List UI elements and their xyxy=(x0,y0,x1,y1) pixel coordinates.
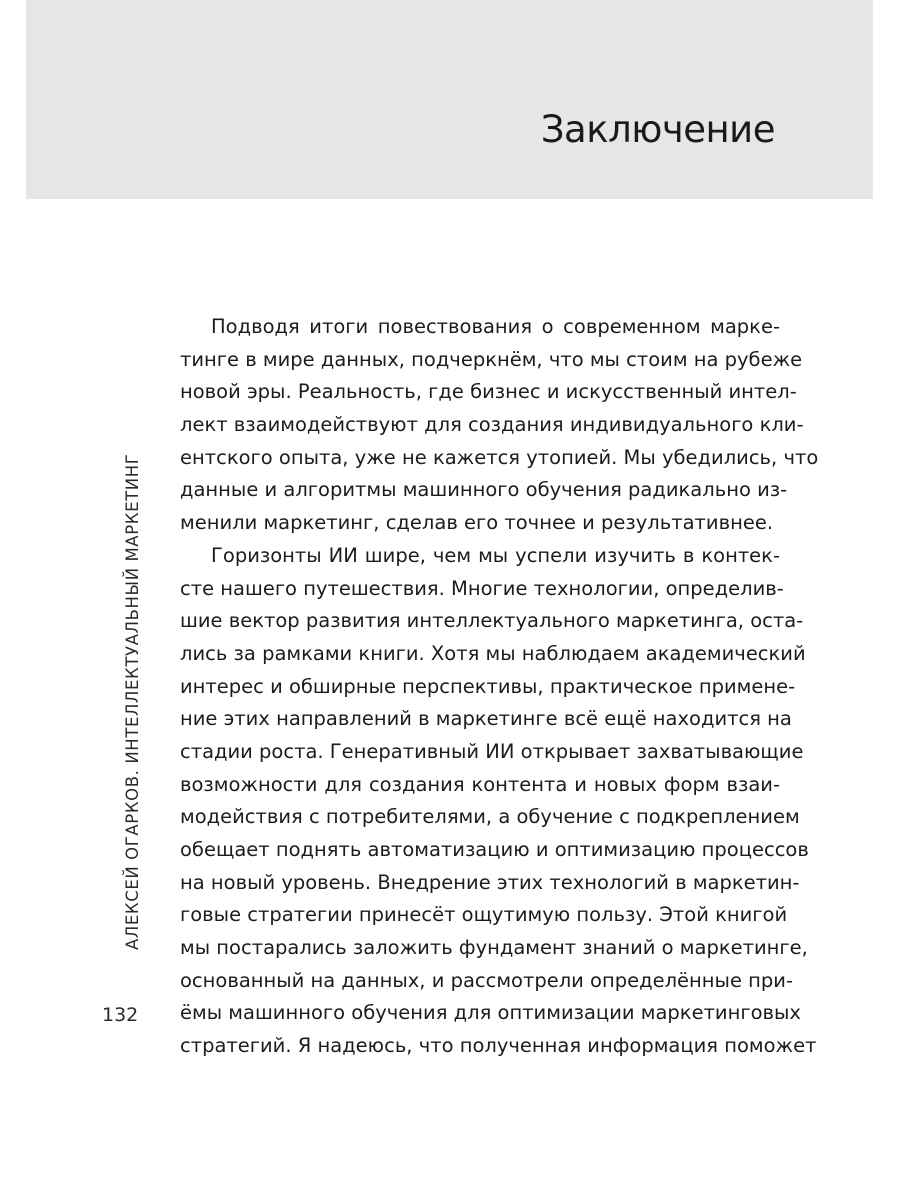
text-line: возможности для создания контента и новых форм взаи- xyxy=(180,772,780,796)
text-line: новой эры. Реальность, где бизнес и искусственный интел- xyxy=(180,380,797,404)
text-line: стратегий. Я надеюсь, что полученная информация поможет xyxy=(180,1034,817,1058)
chapter-title: Заключение xyxy=(540,108,775,151)
text-line: модействия с потребителями, а обучение с подкреплением xyxy=(180,805,800,829)
text-line: говые стратегии принесёт ощутимую пользу. Этой книгой xyxy=(180,903,788,927)
text-line: на новый уровень. Внедрение этих технологий в маркетин- xyxy=(180,870,800,894)
text-line: тинге в мире данных, подчеркнём, что мы стоим на рубеже xyxy=(180,347,803,371)
paragraph-1 xyxy=(180,311,819,540)
text-line: стадии роста. Генеративный ИИ открывает захватывающие xyxy=(180,739,804,763)
text-line: менили маркетинг, сделав его точнее и результативнее. xyxy=(180,511,774,535)
text-line: сте нашего путешествия. Многие технологии, определив- xyxy=(180,576,784,600)
text-line: интерес и обширные перспективы, практическое примене- xyxy=(180,674,796,698)
text-line: данные и алгоритмы машинного обучения радикально из- xyxy=(180,478,788,502)
text-line: лект взаимодействуют для создания индивидуального кли- xyxy=(180,413,804,437)
text-line: ние этих направлений в маркетинге всё ещё находится на xyxy=(180,707,792,731)
text-line: основанный на данных, и рассмотрели определённые при- xyxy=(180,968,793,992)
text-line: мы постарались заложить фундамент знаний о маркетинге, xyxy=(180,936,808,960)
running-head: АЛЕКСЕЙ ОГАРКОВ. ИНТЕЛЛЕКТУАЛЬНЫЙ МАРКЕТИНГ xyxy=(123,453,142,950)
body-text xyxy=(180,311,819,1063)
text-line: обещает поднять автоматизацию и оптимизацию процессов xyxy=(180,838,809,861)
text-line: шие вектор развития интеллектуального маркетинга, оста- xyxy=(180,609,804,633)
paragraph-2 xyxy=(180,540,817,1063)
text-line: ёмы машинного обучения для оптимизации маркетинговых xyxy=(180,1001,801,1025)
page-number: 132 xyxy=(102,1004,139,1026)
text-line: Подводя итоги повествования о современном марке- xyxy=(211,315,780,338)
chapter-header-band xyxy=(26,0,873,199)
text-line: ентского опыта, уже не кажется утопией. Мы убедились, что xyxy=(180,445,819,469)
text-line: лись за рамками книги. Хотя мы наблюдаем академический xyxy=(180,641,806,665)
text-line: Горизонты ИИ шире, чем мы успели изучить в контек- xyxy=(211,543,780,567)
